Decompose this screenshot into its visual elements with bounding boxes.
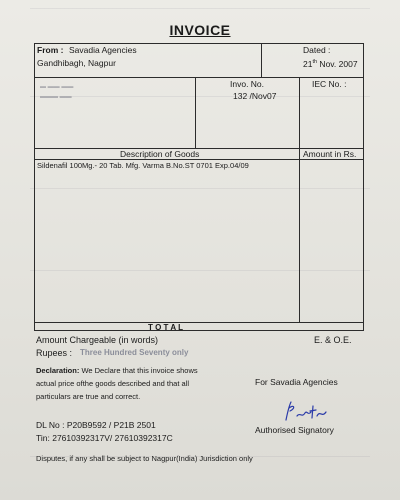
declaration-line-3: particulars are true and correct.: [36, 392, 141, 401]
item-description: Sildenafil 100Mg.- 20 Tab. Mfg. Varma B.No.ST 0701 Exp.04/09: [37, 161, 249, 170]
total-label: T O T A L: [148, 323, 183, 332]
col-divider: [299, 148, 300, 322]
bleed-line: [30, 8, 370, 9]
declaration-line-1: Declaration: We Declare that this invoice shows: [36, 366, 198, 375]
description-header: Description of Goods: [120, 149, 200, 159]
invoice-title: INVOICE: [169, 22, 231, 38]
dl-number: DL No : P20B9592 / P21B 2501: [36, 420, 156, 430]
col-divider: [195, 77, 196, 148]
for-company: For Savadia Agencies: [255, 377, 338, 387]
amount-header: Amount in Rs.: [303, 149, 357, 159]
rupees-value: Three Hundred Seventy only: [80, 348, 189, 357]
authorised-signatory: Authorised Signatory: [255, 425, 334, 435]
from-label: From :: [37, 45, 64, 55]
disputes-note: Disputes, if any shall be subject to Nagpur(India) Jurisdiction only: [36, 454, 253, 463]
invoice-no-value: 132 /Nov07: [233, 91, 277, 101]
tin-number: Tin: 27610392317V/ 27610392317C: [36, 433, 173, 443]
amount-words-label: Amount Chargeable (in words): [36, 335, 159, 345]
declaration-line-2: actual price ofthe goods described and that all: [36, 379, 190, 388]
total-divider: [35, 322, 363, 323]
invoice-no-label: Invo. No.: [230, 79, 265, 89]
signature-image: [282, 398, 328, 424]
eoe-label: E. & O.E.: [314, 335, 352, 345]
row-divider: [35, 77, 363, 78]
col-divider: [261, 44, 262, 77]
col-divider: [299, 77, 300, 148]
iec-no-label: IEC No. :: [312, 79, 347, 89]
faded-stamp: ▬▬▬ ▬▬: [40, 94, 72, 100]
rupees-label: Rupees :: [36, 348, 73, 358]
from-name: Savadia Agencies: [69, 45, 137, 55]
faded-stamp: ▬ ▬▬ ▬▬: [40, 84, 74, 90]
dated-label: Dated :: [303, 45, 331, 55]
from-address: Gandhibagh, Nagpur: [37, 58, 116, 68]
dated-value: 21th Nov. 2007: [303, 58, 358, 69]
